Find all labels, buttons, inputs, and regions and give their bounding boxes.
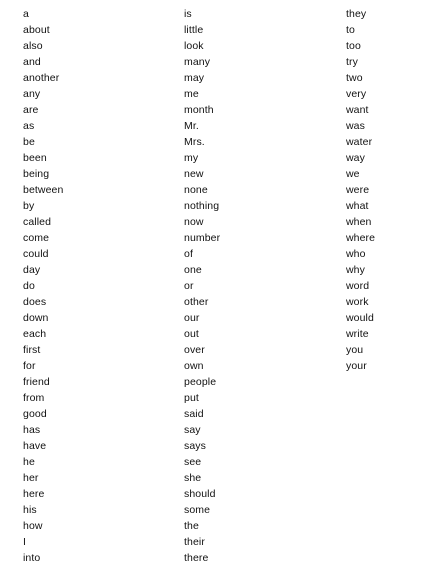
word-item: when <box>346 216 372 228</box>
word-item: work <box>346 296 369 308</box>
word-item: does <box>23 296 47 308</box>
word-item: she <box>184 472 202 484</box>
word-item: her <box>23 472 39 484</box>
word-item: write <box>346 328 369 340</box>
word-item: we <box>346 168 360 180</box>
word-item: me <box>184 88 199 100</box>
word-item: said <box>184 408 204 420</box>
word-item: too <box>346 40 361 52</box>
word-item: also <box>23 40 43 52</box>
word-column-3 <box>346 6 375 374</box>
word-item: were <box>346 184 370 196</box>
word-item: says <box>184 440 206 452</box>
word-item: friend <box>23 376 50 388</box>
word-item: you <box>346 344 364 356</box>
word-item: there <box>184 552 209 564</box>
word-item: or <box>184 280 194 292</box>
word-item: good <box>23 408 47 420</box>
word-item: are <box>23 104 39 116</box>
word-item: is <box>184 8 192 20</box>
word-item: none <box>184 184 208 196</box>
word-item: put <box>184 392 199 404</box>
word-item: a <box>23 8 29 20</box>
word-item: come <box>23 232 50 244</box>
word-item: was <box>346 120 365 132</box>
word-item: number <box>184 232 221 244</box>
word-item: could <box>23 248 49 260</box>
word-item: see <box>184 456 202 468</box>
word-item: has <box>23 424 41 436</box>
word-item: own <box>184 360 204 372</box>
word-item: would <box>346 312 374 324</box>
word-item: another <box>23 72 60 84</box>
word-item: why <box>346 264 365 276</box>
word-item: nothing <box>184 200 220 212</box>
word-item: as <box>23 120 35 132</box>
word-item: water <box>346 136 373 148</box>
word-item: should <box>184 488 216 500</box>
word-item: called <box>23 216 52 228</box>
word-item: new <box>184 168 204 180</box>
word-item: been <box>23 152 47 164</box>
word-item: do <box>23 280 35 292</box>
word-item: day <box>23 264 41 276</box>
word-item: my <box>184 152 199 164</box>
word-column-2 <box>184 6 220 566</box>
word-item: first <box>23 344 41 356</box>
word-item: very <box>346 88 367 100</box>
word-item: two <box>346 72 363 84</box>
word-item: some <box>184 504 211 516</box>
word-item: over <box>184 344 205 356</box>
word-item: our <box>184 312 200 324</box>
word-item: way <box>346 152 365 164</box>
word-item: other <box>184 296 209 308</box>
word-item: to <box>346 24 355 36</box>
word-item: any <box>23 88 41 100</box>
word-item: where <box>346 232 376 244</box>
word-column-1 <box>23 6 63 566</box>
word-item: look <box>184 40 204 52</box>
word-item: the <box>184 520 199 532</box>
word-item: I <box>23 536 27 548</box>
word-item: and <box>23 56 41 68</box>
word-item: he <box>23 456 35 468</box>
word-item: of <box>184 248 193 260</box>
word-item: Mrs. <box>184 136 205 148</box>
word-item: about <box>23 24 50 36</box>
word-item: from <box>23 392 45 404</box>
word-item: out <box>184 328 199 340</box>
word-item: their <box>184 536 205 548</box>
word-item: how <box>23 520 43 532</box>
word-item: month <box>184 104 214 116</box>
word-item: want <box>346 104 369 116</box>
word-item: may <box>184 72 205 84</box>
word-item: be <box>23 136 35 148</box>
word-item: many <box>184 56 211 68</box>
word-item: now <box>184 216 204 228</box>
word-item: his <box>23 504 37 516</box>
word-item: people <box>184 376 217 388</box>
word-item: being <box>23 168 50 180</box>
word-item: down <box>23 312 49 324</box>
word-item: try <box>346 56 358 68</box>
word-item: have <box>23 440 47 452</box>
word-item: who <box>346 248 366 260</box>
word-item: one <box>184 264 202 276</box>
word-item: say <box>184 424 201 436</box>
word-item: Mr. <box>184 120 199 132</box>
word-item: what <box>346 200 369 212</box>
word-item: for <box>23 360 36 372</box>
word-item: they <box>346 8 367 20</box>
word-item: into <box>23 552 41 564</box>
word-item: each <box>23 328 47 340</box>
word-item: by <box>23 200 35 212</box>
word-item: word <box>346 280 370 292</box>
word-item: your <box>346 360 367 372</box>
word-item: little <box>184 24 204 36</box>
word-item: between <box>23 184 64 196</box>
word-item: here <box>23 488 45 500</box>
